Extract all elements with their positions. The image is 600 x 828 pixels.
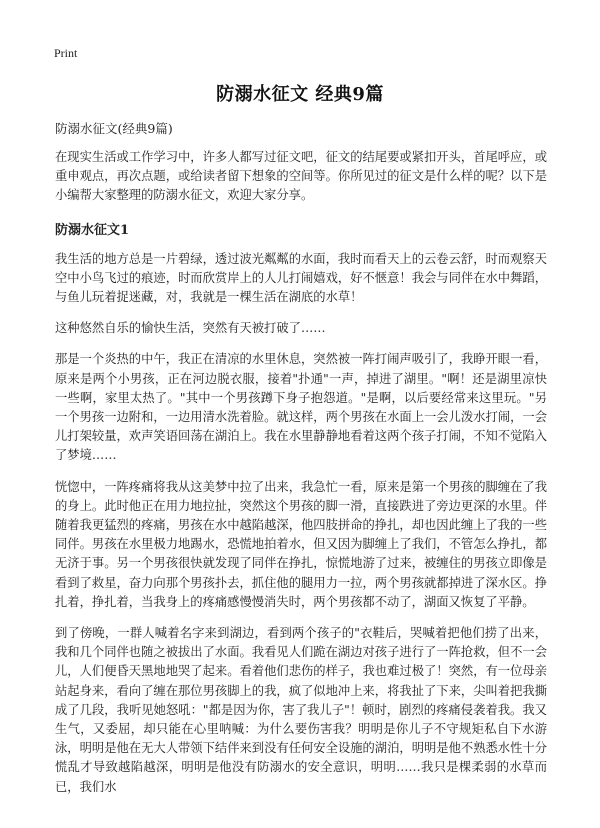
print-link[interactable]: Print	[54, 46, 78, 60]
document-subtitle: 防溺水征文(经典9篇)	[55, 121, 173, 136]
paragraph-5: 到了傍晚，一群人喊着名字来到湖边，看到两个孩子的"衣鞋后，哭喊着把他们捞了出来，我和几个同伴也随之被拔出了水面。我看见人们跪在湖边对孩子进行了一阵抢救，但不一会儿，人们便昏天黑地地哭了起来。看着他们悲伤的样子，我也难过极了！突然，有一位母亲站起身来，看向了缠在那位男孩脚上的我，疯了似地冲上来，将我扯了下来，尖叫着把我撕成了几段，我听见她怒吼："都是因为你，害了我儿子"！顿时，剧烈的疼痛侵袭着我。我又生气，又委屈，却只能在心里呐喊：为什么要伤害我？明明是你儿子不守规矩私自下水游泳，明明是他在无大人带领下结伴来到没有任何安全设施的湖泊，明明是他不熟悉水性十分慌乱才导致越陷越深，明明是他没有防溺水的安全意识，明明……我只是棵柔弱的水草而已，我们水	[55, 626, 547, 794]
section-heading: 防溺水征文1	[55, 222, 130, 238]
paragraph-3: 那是一个炎热的中午，我正在清凉的水里休息，突然被一阵打闹声吸引了，我睁开眼一看，原来是两个小男孩，正在河边脱衣服，接着"扑通"一声，掉进了湖里。"啊！还是湖里凉快一些啊，家里太热了。"其中一个男孩蹲下身子抱怨道。"是啊，以后要经常来这里玩。"另一个男孩一边附和，一边用清水洗着脸。就这样，两个男孩在水面上一会儿泼水打闹，一会儿打架较量，欢声笑语回荡在湖泊上。我在水里静静地看着这两个孩子打闹，不知不觉陷入了梦境……	[55, 352, 547, 463]
intro-paragraph: 在现实生活或工作学习中，许多人都写过征文吧，征文的结尾要或紧扣开头，首尾呼应，或重申观点，再次点题，或给读者留下想象的空间等。你所见过的征文是什么样的呢？以下是小编帮大家整理的防溺水征文，欢迎大家分享。	[55, 150, 547, 203]
document-body	[55, 120, 547, 809]
paragraph-2: 这种悠然自乐的愉快生活，突然有天被打破了……	[55, 321, 326, 336]
paragraph-1: 我生活的地方总是一片碧绿，透过波光粼粼的水面，我时而看天上的云卷云舒，时而观察天空中小鸟飞过的痕迹，时而欣赏岸上的人儿打闹嬉戏，好不惬意！我会与同伴在水中舞蹈，与鱼儿玩着捉迷藏，对，我就是一棵生活在湖底的水草！	[55, 251, 547, 305]
document-title: 防溺水征文 经典9篇	[216, 84, 384, 105]
paragraph-4: 恍惚中，一阵疼痛将我从这美梦中拉了出来，我急忙一看，原来是第一个男孩的脚缠在了我的身上。此时他正在用力地拉扯，突然这个男孩的脚一滑，直接跌进了旁边更深的水里。伴随着我更猛烈的疼痛，男孩在水中越陷越深，他四肢拼命的挣扎，却也因此缠上了我的一些同伴。男孩在水里极力地踢水，恐慌地拍着水，但又因为脚缠上了我们，不管怎么挣扎，都无济于事。另一个男孩很快就发现了同伴在挣扎，惊慌地游了过来，被缠住的男孩立即像是看到了救星，奋力向那个男孩扑去，抓住他的腿用力一拉，两个男孩就都掉进了深水区。挣扎着，挣扎着，当我身上的疼痛感慢慢消失时，两个男孩都不动了，湖面又恢复了平静。	[55, 479, 547, 609]
